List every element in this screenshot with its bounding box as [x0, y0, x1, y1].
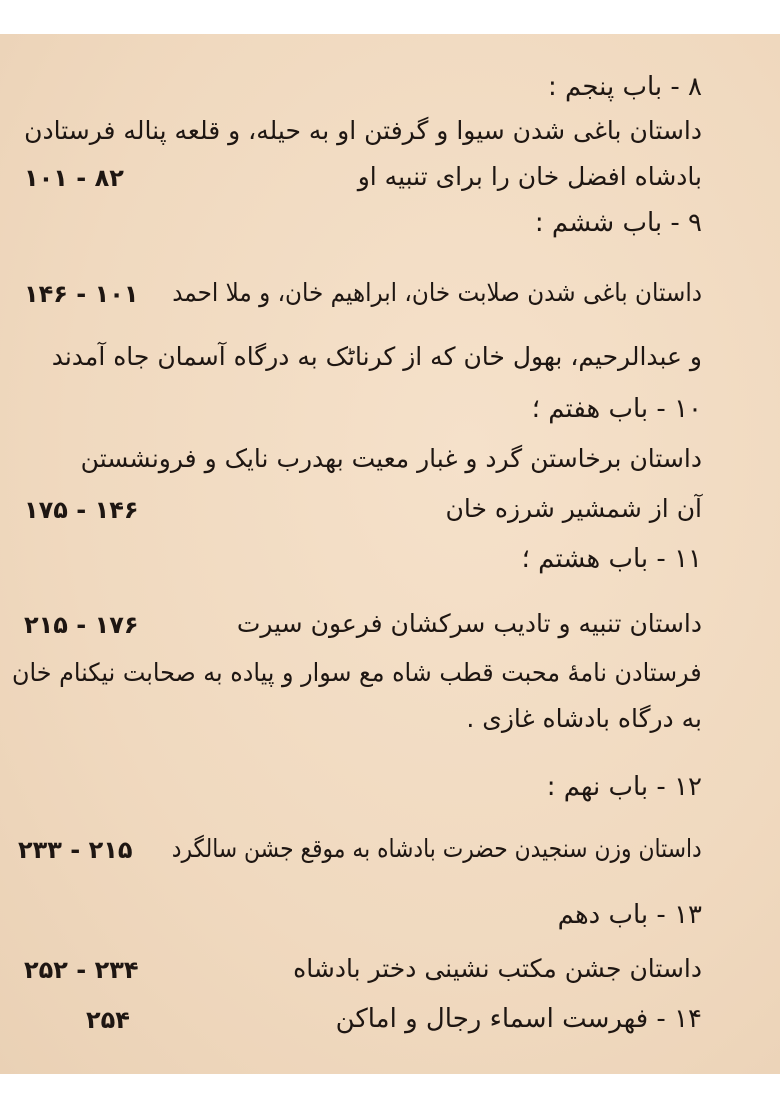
scanned-page: [0, 34, 780, 1074]
page-range: ۱۴۶ - ۱۰۱: [24, 280, 139, 308]
toc-entry-line: داستان تنبیه و تادیب سرکشان فرعون سیرت: [236, 609, 702, 638]
page-range: ۲۱۵ - ۱۷۶: [24, 611, 139, 639]
toc-entry-line: داستان برخاستن گرد و غبار معیت بهدرب نایک و فرونشستن: [80, 444, 702, 473]
chapter-heading: ۹ - باب ششم :: [534, 208, 702, 238]
page-range: ۲۵۴: [86, 1006, 130, 1034]
chapter-heading: ۱۳ - باب دهم: [557, 900, 702, 930]
toc-entry-line: فرستادن نامهٔ محبت قطب شاه مع سوار و پیاده به صحابت نیکنام خان: [12, 658, 702, 687]
page-range: ۲۳۳ - ۲۱۵: [18, 836, 133, 864]
chapter-heading: ۱۲ - باب نهم :: [546, 772, 702, 802]
page-range: ۱۷۵ - ۱۴۶: [24, 496, 139, 524]
chapter-heading: ۱۱ - باب هشتم ؛: [521, 544, 702, 574]
toc-entry-line: و عبدالرحیم، بهول خان که از کرناٹک به درگاه آسمان جاه آمدند: [51, 342, 702, 371]
toc-entry-line: به درگاه بادشاه غازی .: [466, 704, 702, 733]
toc-entry-line: آن از شمشیر شرزه خان: [445, 494, 702, 523]
toc-entry-line: بادشاه افضل خان را برای تنبیه او: [357, 162, 702, 191]
page-range: ۱۰۱ - ۸۲: [24, 164, 124, 192]
chapter-heading: ۱۴ - فهرست اسماء رجال و اماکن: [335, 1004, 702, 1034]
toc-entry-line: داستان وزن سنجیدن حضرت بادشاه به موقع جشن سالگرد: [172, 834, 702, 863]
chapter-heading: ۸ - باب پنجم :: [548, 72, 702, 102]
page-range: ۲۵۲ - ۲۳۴: [24, 956, 139, 984]
toc-entry-line: داستان جشن مکتب نشینی دختر بادشاه: [293, 954, 702, 983]
chapter-heading: ۱۰ - باب هفتم ؛: [531, 394, 702, 424]
toc-entry-line: داستان باغی شدن سیوا و گرفتن او به حیله، و قلعه پناله فرستادن: [24, 116, 702, 145]
toc-entry-line: داستان باغی شدن صلابت خان، ابراهیم خان، و ملا احمد: [172, 278, 702, 307]
